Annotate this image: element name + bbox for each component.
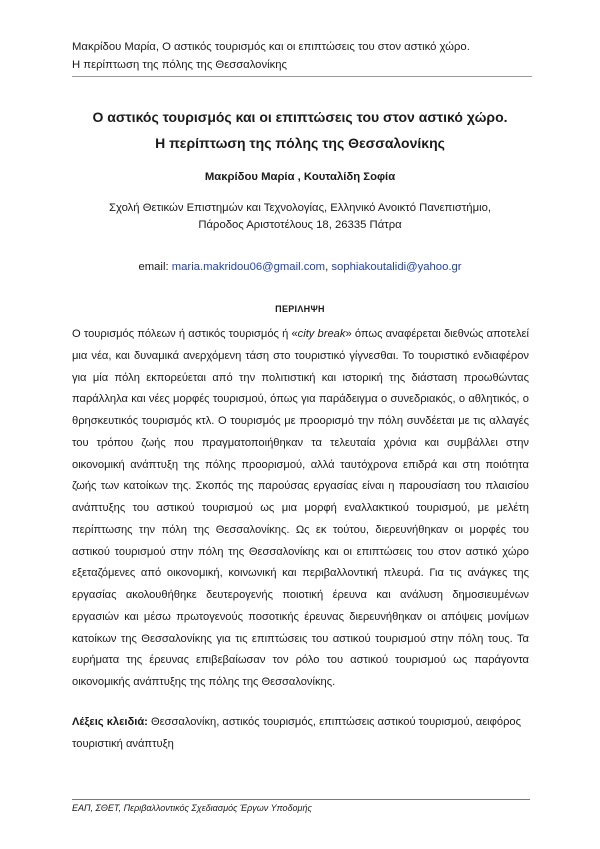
author-affiliation [72,200,528,234]
email-link-1[interactable]: maria.makridou06@gmail.com [171,261,326,273]
abstract-heading: ΠΕΡΙΛΗΨΗ [275,304,325,314]
email-label: email: [138,261,169,273]
running-header-line2: Η περίπτωση της πόλης της Θεσσαλονίκης [72,59,287,71]
running-header [72,38,532,77]
running-header-line1: Μακρίδου Μαρία, Ο αστικός τουρισμός και οι επιπτώσεις του στον αστικό χώρο. [72,41,470,53]
abstract-text-rest: » όπως αναφέρεται διεθνώς αποτελεί μια νέα, και δυναμικά ανερχόμενη τάση στο τουριστικό γίγνεσθαι. Το τουριστικό ενδιαφέρον για μία πόλη εκπορεύεται από την πολιτιστική και ιστορική της διάσταση προωθώντας παράλληλα και νέες μορφές τουρισμού, όπως για παράδειγμα ο συνεδριακός, ο αθλητικός, ο θρησκευτικός τουρισμός κτλ. Ο τουρισμός με προορισμό την πόλη συνδέεται με τις αλλαγές του τρόπου ζωής που πραγματοποιήθηκαν τα τελευταία χρόνια και συμβάλλει στην οικονομική ανάπτυξη της πόλης προορισμού, αλλά ταυτόχρονα επιδρά και στη ποιότητα ζωής των κατοίκων της. Σκοπός της παρούσας εργασίας είναι η παρουσίαση του πλαισίου ανάπτυξης του αστικού τουρισμού ως μια μορφή εναλλακτικού τουρισμού, με μελέτη περίπτωσης την πόλη της Θεσσαλονίκης. Ως εκ τούτου, διερευνήθηκαν οι μορφές του αστικού τουρισμού στην πόλη της Θεσσαλονίκης και οι επιπτώσεις του στον αστικό χώρο εξεταζόμενες από οικονομική, κοινωνική και περιβαλλοντική πλευρά. Για τις ανάγκες της εργασίας ακολουθήθηκε δευτερογενής ποιοτική έρευνα και ανάλυση δημοσιευμένων εργασιών και μέσω πρωτογενούς ποσοτικής έρευνας διερευνήθηκαν οι απόψεις μονίμων κατοίκων της Θεσσαλονίκης για τις επιπτώσεις του αστικού τουρισμού στην πόλη τους. Τα ευρήματα της έρευνας επιβεβαίωσαν τον ρόλο του αστικού τουρισμού ως παράγοντα οικονομικής ανάπτυξης της πόλης της Θεσσαλονίκης. [72,328,529,688]
keywords [72,712,529,755]
affiliation-line1: Σχολή Θετικών Επιστημών και Τεχνολογίας, Ελληνικό Ανοικτό Πανεπιστήμιο, [108,202,492,214]
email-link-2[interactable]: sophiakoutalidi@yahoo.gr [331,261,462,273]
keywords-label: Λέξεις κλειδιά: [72,716,148,728]
page-footer: ΕΑΠ, ΣΘΕΤ, Περιβαλλοντικός Σχεδιασμός Έργων Υποδομής [72,799,530,813]
paper-authors: Μακρίδου Μαρία , Κουταλίδη Σοφία [204,171,396,183]
email-separator: , [325,261,329,273]
abstract-text-start: Ο τουρισμός πόλεων ή αστικός τουρισμός ή « [72,328,298,340]
paper-title [72,104,528,156]
keywords-text: Θεσσαλονίκη, αστικός τουρισμός, επιπτώσεις αστικού τουρισμού, αειφόρος τουριστική ανάπτυξη [72,716,521,750]
abstract-body [72,324,529,694]
affiliation-line2: Πάροδος Αριστοτέλους 18, 26335 Πάτρα [198,219,402,231]
contact-emails [72,261,528,273]
abstract-italic-term: city break [297,328,346,340]
paper-title-line2: Η περίπτωση της πόλης της Θεσσαλονίκης [155,135,445,151]
paper-title-line1: Ο αστικός τουρισμός και οι επιπτώσεις του στον αστικό χώρο. [92,109,508,125]
